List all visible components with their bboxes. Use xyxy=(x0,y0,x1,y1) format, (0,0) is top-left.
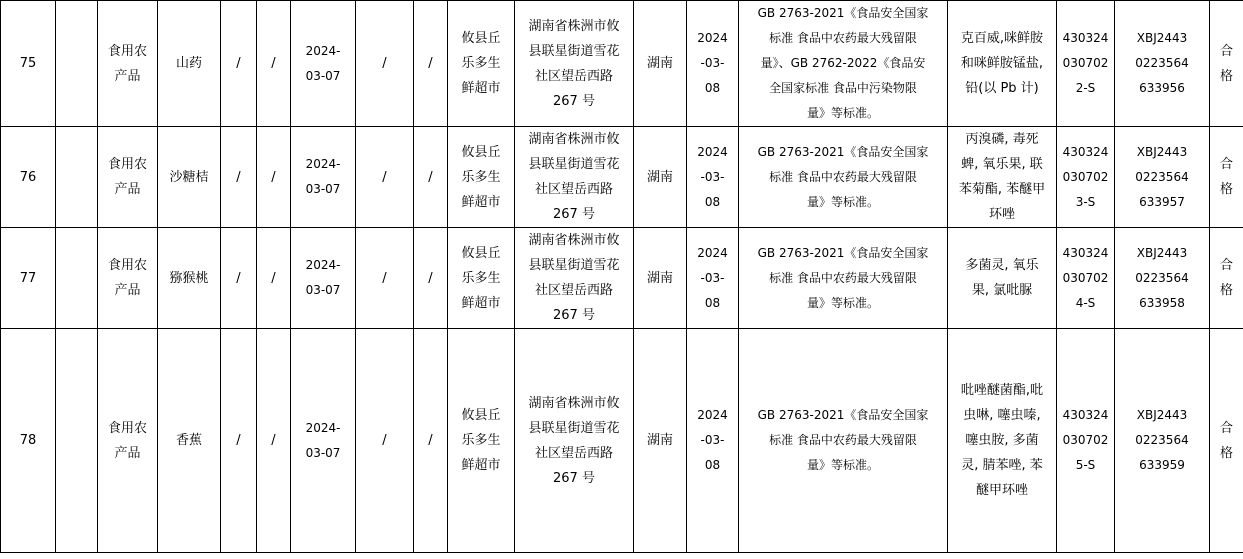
production-date-text: 2024- 03-07 xyxy=(305,43,341,83)
seq-text: 76 xyxy=(19,169,37,185)
seller-address-cell xyxy=(515,228,634,329)
batch-text: / xyxy=(236,270,241,286)
batch-cell xyxy=(221,329,257,553)
seq-cell xyxy=(1,228,56,329)
test-date-text: 2024 -03- 08 xyxy=(697,408,728,472)
batch-text: / xyxy=(236,433,241,448)
test-date-cell xyxy=(687,127,739,228)
product-name-cell xyxy=(158,1,221,127)
table-row xyxy=(1,228,1243,329)
report-no-text: XBJ2443 0223564 633957 xyxy=(1135,144,1189,209)
product-name-text: 沙糖桔 xyxy=(169,169,209,185)
report-no-cell xyxy=(1115,228,1210,329)
product-name-cell xyxy=(158,329,221,553)
test-items-cell xyxy=(948,329,1057,553)
test-items-text: 多菌灵, 氧乐 果, 氯吡脲 xyxy=(965,258,1039,298)
seller-cell xyxy=(448,228,515,329)
sample-no-text: 430324 030702 4-S xyxy=(1062,245,1109,310)
standard-cell xyxy=(739,1,948,127)
sample-no-text: 430324 030702 3-S xyxy=(1062,144,1109,209)
spec-cell xyxy=(257,228,291,329)
standard-text: GB 2763-2021《食品安全国家 标准 食品中农药最大残留限 量》等标准。 xyxy=(757,408,929,472)
spec-text: / xyxy=(271,56,276,71)
sample-no-cell xyxy=(1057,127,1115,228)
test-items-text: 吡唑醚菌酯,吡 虫啉, 噻虫嗪, 噻虫胺, 多菌 灵, 腈苯唑, 苯 醚甲环唑 xyxy=(960,383,1044,498)
seller-text: 攸县丘 乐多生 鲜超市 xyxy=(461,408,501,473)
spec-cell xyxy=(257,1,291,127)
manufacturer-address-text: / xyxy=(428,433,433,448)
test-items-cell xyxy=(948,127,1057,228)
production-date-text: 2024- 03-07 xyxy=(305,420,341,460)
seller-address-text: 湖南省株洲市攸 县联星街道雪花 社区望岳西路 267 号 xyxy=(528,233,620,323)
province-cell xyxy=(634,329,687,553)
standard-cell xyxy=(739,329,948,553)
spec-cell xyxy=(257,127,291,228)
seller-text: 攸县丘 乐多生 鲜超市 xyxy=(461,144,501,210)
report-no-text: XBJ2443 0223564 633956 xyxy=(1135,31,1189,95)
manufacturer-address-text: / xyxy=(428,270,433,286)
report-no-cell xyxy=(1115,1,1210,127)
table-row xyxy=(1,1,1243,127)
test-date-text: 2024 -03- 08 xyxy=(697,144,728,209)
seller-text: 攸县丘 乐多生 鲜超市 xyxy=(461,31,501,96)
province-text: 湖南 xyxy=(646,169,673,185)
test-date-cell xyxy=(687,329,739,553)
spec-text: / xyxy=(271,433,276,448)
blank-cell xyxy=(56,1,98,127)
standard-cell xyxy=(739,228,948,329)
seller-cell xyxy=(448,329,515,553)
manufacturer-text: / xyxy=(382,433,387,448)
test-items-text: 克百威,咪鲜胺 和咪鲜胺锰盐, 铅(以 Pb 计) xyxy=(960,31,1044,96)
manufacturer-text: / xyxy=(382,169,387,185)
result-text: 合 格 xyxy=(1219,43,1233,84)
manufacturer-address-cell xyxy=(414,1,448,127)
batch-text: / xyxy=(236,56,241,71)
report-no-text: XBJ2443 0223564 633958 xyxy=(1135,245,1189,310)
report-no-text: XBJ2443 0223564 633959 xyxy=(1135,408,1189,472)
table-row xyxy=(1,329,1243,553)
category-text: 食用农 产品 xyxy=(107,43,147,84)
manufacturer-address-cell xyxy=(414,329,448,553)
seq-text: 77 xyxy=(19,270,37,286)
seq-text: 75 xyxy=(19,56,37,71)
province-text: 湖南 xyxy=(646,433,673,448)
sample-no-text: 430324 030702 2-S xyxy=(1062,31,1109,95)
spec-text: / xyxy=(271,270,276,286)
province-text: 湖南 xyxy=(646,56,673,71)
manufacturer-address-text: / xyxy=(428,169,433,185)
table-body xyxy=(1,1,1243,553)
standard-text: GB 2763-2021《食品安全国家 标准 食品中农药最大残留限 量》、GB 2762-2022《食品安 全国家标准 食品中污染物限 量》等标准。 xyxy=(757,6,929,120)
test-date-text: 2024 -03- 08 xyxy=(697,31,728,95)
production-date-cell xyxy=(291,228,356,329)
result-text: 合 格 xyxy=(1219,420,1233,461)
batch-cell xyxy=(221,1,257,127)
spec-text: / xyxy=(271,169,276,185)
seller-text: 攸县丘 乐多生 鲜超市 xyxy=(461,245,501,311)
province-cell xyxy=(634,1,687,127)
sample-no-cell xyxy=(1057,329,1115,553)
sample-no-cell xyxy=(1057,1,1115,127)
result-cell xyxy=(1210,329,1243,553)
batch-text: / xyxy=(236,169,241,185)
test-items-cell xyxy=(948,228,1057,329)
manufacturer-cell xyxy=(356,329,414,553)
seller-address-cell xyxy=(515,329,634,553)
product-name-cell xyxy=(158,127,221,228)
standard-cell xyxy=(739,127,948,228)
manufacturer-text: / xyxy=(382,56,387,71)
seller-cell xyxy=(448,127,515,228)
seq-cell xyxy=(1,1,56,127)
seller-address-text: 湖南省株洲市攸 县联星街道雪花 社区望岳西路 267 号 xyxy=(528,18,620,109)
product-name-text: 香蕉 xyxy=(175,433,202,448)
table-row xyxy=(1,127,1243,228)
product-name-cell xyxy=(158,228,221,329)
sample-no-cell xyxy=(1057,228,1115,329)
province-cell xyxy=(634,127,687,228)
result-cell xyxy=(1210,1,1243,127)
batch-cell xyxy=(221,228,257,329)
seller-address-cell xyxy=(515,1,634,127)
product-name-text: 山药 xyxy=(175,56,202,71)
result-text: 合 格 xyxy=(1219,157,1233,197)
category-cell xyxy=(98,228,158,329)
manufacturer-address-cell xyxy=(414,127,448,228)
sample-no-text: 430324 030702 5-S xyxy=(1062,408,1109,472)
category-text: 食用农 产品 xyxy=(107,157,147,197)
blank-cell xyxy=(56,228,98,329)
result-cell xyxy=(1210,228,1243,329)
manufacturer-address-text: / xyxy=(428,56,433,71)
result-cell xyxy=(1210,127,1243,228)
category-cell xyxy=(98,329,158,553)
seq-cell xyxy=(1,329,56,553)
test-date-text: 2024 -03- 08 xyxy=(697,245,728,310)
production-date-text: 2024- 03-07 xyxy=(305,157,341,196)
production-date-cell xyxy=(291,127,356,228)
manufacturer-address-cell xyxy=(414,228,448,329)
manufacturer-cell xyxy=(356,1,414,127)
province-text: 湖南 xyxy=(646,270,673,286)
product-name-text: 猕猴桃 xyxy=(169,270,209,286)
seller-cell xyxy=(448,1,515,127)
test-date-cell xyxy=(687,1,739,127)
batch-cell xyxy=(221,127,257,228)
seller-address-text: 湖南省株洲市攸 县联星街道雪花 社区望岳西路 267 号 xyxy=(528,395,620,486)
blank-cell xyxy=(56,329,98,553)
standard-text: GB 2763-2021《食品安全国家 标准 食品中农药最大残留限 量》等标准。 xyxy=(757,245,929,310)
test-items-text: 丙溴磷, 毒死 蜱, 氧乐果, 联 苯菊酯, 苯醚甲 环唑 xyxy=(958,132,1046,222)
category-text: 食用农 产品 xyxy=(107,258,147,298)
standard-text: GB 2763-2021《食品安全国家 标准 食品中农药最大残留限 量》等标准。 xyxy=(757,144,929,209)
seq-cell xyxy=(1,127,56,228)
report-no-cell xyxy=(1115,329,1210,553)
report-no-cell xyxy=(1115,127,1210,228)
seller-address-text: 湖南省株洲市攸 县联星街道雪花 社区望岳西路 267 号 xyxy=(528,132,620,222)
test-date-cell xyxy=(687,228,739,329)
category-cell xyxy=(98,127,158,228)
manufacturer-cell xyxy=(356,228,414,329)
test-items-cell xyxy=(948,1,1057,127)
category-text: 食用农 产品 xyxy=(107,420,147,461)
province-cell xyxy=(634,228,687,329)
production-date-cell xyxy=(291,1,356,127)
blank-cell xyxy=(56,127,98,228)
production-date-text: 2024- 03-07 xyxy=(305,258,341,297)
manufacturer-text: / xyxy=(382,270,387,286)
seller-address-cell xyxy=(515,127,634,228)
seq-text: 78 xyxy=(19,433,37,448)
result-text: 合 格 xyxy=(1219,258,1233,298)
spec-cell xyxy=(257,329,291,553)
category-cell xyxy=(98,1,158,127)
manufacturer-cell xyxy=(356,127,414,228)
production-date-cell xyxy=(291,329,356,553)
